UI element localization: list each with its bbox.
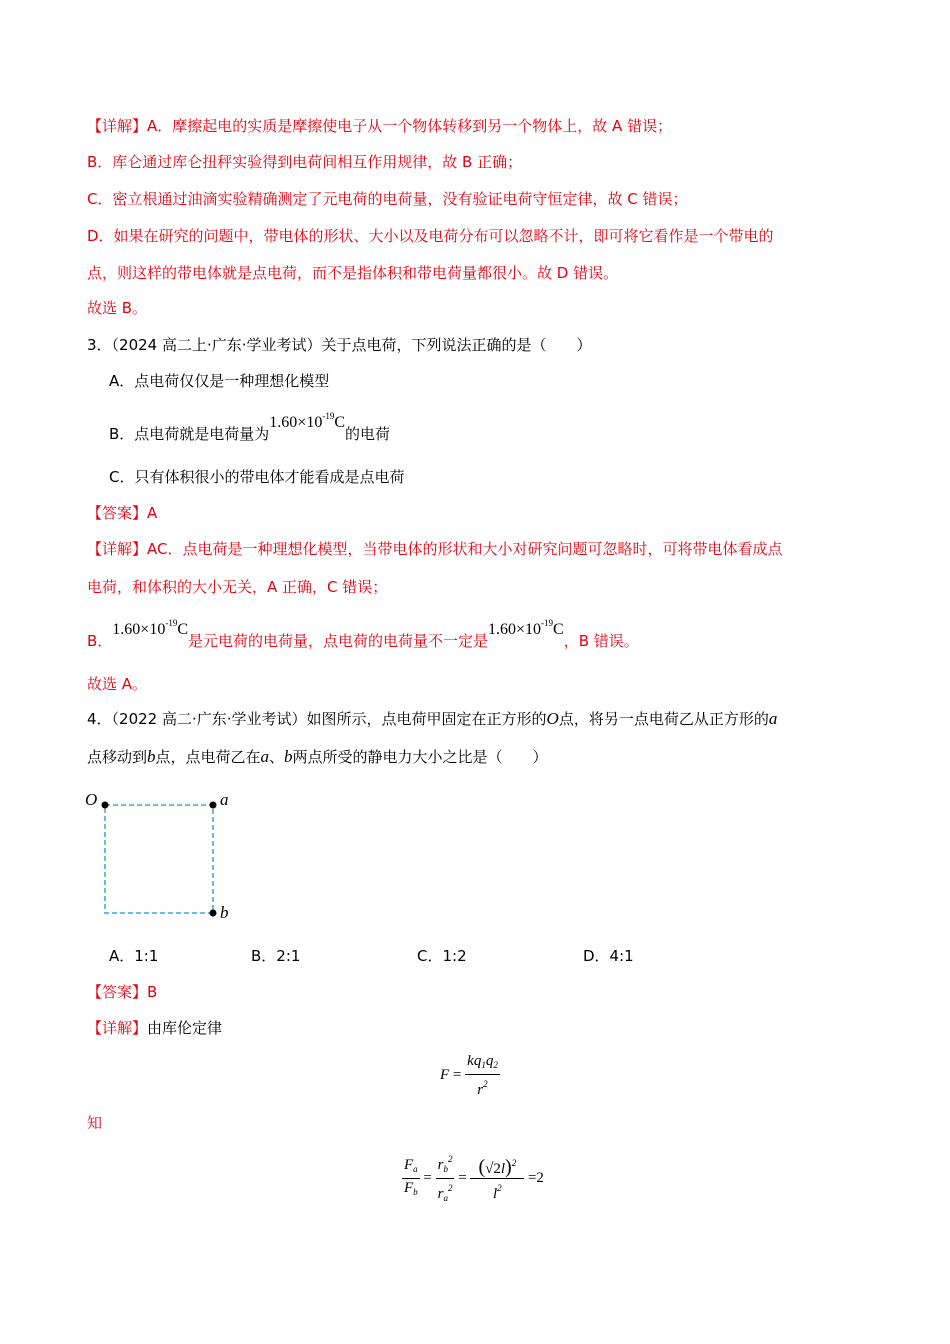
q3-answer: 【答案】A [87,504,158,522]
point-a-dot [210,802,217,809]
q3-conclusion: 故选 A。 [87,675,148,693]
q3-detail-line-1: 【详解】AC．点电荷是一种理想化模型，当带电体的形状和大小对研究问题可忽略时，可将带电体看成点 [87,540,783,558]
q4-option-b: B．2:1 [251,947,301,965]
dashed-square [105,805,213,913]
label-b: b [220,903,229,922]
q2-conclusion: 故选 B。 [87,299,148,317]
label-o: O [85,790,98,809]
square-figure [80,786,250,926]
q2-detail-line-a: 【详解】A．摩擦起电的实质是摩擦使电子从一个物体转移到另一个物体上，故 A 错误； [87,117,673,135]
ratio-formula: $\frac{F_a}{F_b}$ = $\frac{r_b^2}{r_a^2}$ = $\frac{(√2l)^2}{l^2}$ =2 [402,1150,544,1207]
charge-value: $1.60\times 10^{-19}C$ [269,411,345,431]
q4-option-a: A．1:1 [109,947,159,965]
charge-value: $1.60\times 10^{-19}C$ [112,618,188,638]
q3-stem: 3．（2024 高二上·广东·学业考试）关于点电荷，下列说法正确的是（ ） [87,336,592,354]
charge-value: $1.60\times 10^{-19}C$ [488,618,564,638]
detail-tag: 【详解】 [87,1019,148,1037]
q2-detail-line-d1: D．如果在研究的问题中，带电体的形状、大小以及电荷分布可以忽略不计，即可将它看作是一个带电的 [87,227,774,245]
q3-option-b: B．点电荷就是电荷量为$1.60\times 10^{-19}C$的电荷 [109,411,391,443]
label-a: a [220,790,229,809]
q4-option-c: C．1:2 [417,947,467,965]
detail-tag: 【详解】 [87,540,148,558]
q4-stem-line-2: 点移动到b点，点电荷乙在a、b两点所受的静电力大小之比是（ ） [87,747,548,766]
detail-tag: 【详解】 [87,117,148,135]
q3-detail-line-b: B．$1.60\times 10^{-19}C$是元电荷的电荷量，点电荷的电荷量不一定是$1.60\times 10^{-19}C$，B 错误。 [87,618,639,650]
q3-option-a: A．点电荷仅仅是一种理想化模型 [109,372,330,390]
q4-know: 知 [87,1114,103,1132]
point-b-dot [210,910,217,917]
q4-answer: 【答案】B [87,983,158,1001]
q4-option-d: D．4:1 [583,947,634,965]
q3-option-c: C．只有体积很小的带电体才能看成是点电荷 [109,468,405,486]
q2-detail-line-d2: 点，则这样的带电体就是点电荷，而不是指体积和带电荷量都很小。故 D 错误。 [87,264,619,282]
q2-detail-line-c: C．密立根通过油滴实验精确测定了元电荷的电荷量，没有验证电荷守恒定律，故 C 错误； [87,190,688,208]
q3-detail-line-2: 电荷，和体积的大小无关，A 正确，C 错误； [87,578,388,596]
coulomb-formula: F = $\frac{kq_1q_2}{r^2}$ [440,1053,498,1098]
q4-detail-line-1: 【详解】由库伦定律 [87,1019,223,1037]
q4-stem-line-1: 4．（2022 高二·广东·学业考试）如图所示，点电荷甲固定在正方形的O点，将另一点电荷乙从正方形的a [87,709,778,728]
q2-detail-line-b: B．库仑通过库仑扭秤实验得到电荷间相互作用规律，故 B 正确； [87,153,523,171]
point-o-dot [102,802,109,809]
